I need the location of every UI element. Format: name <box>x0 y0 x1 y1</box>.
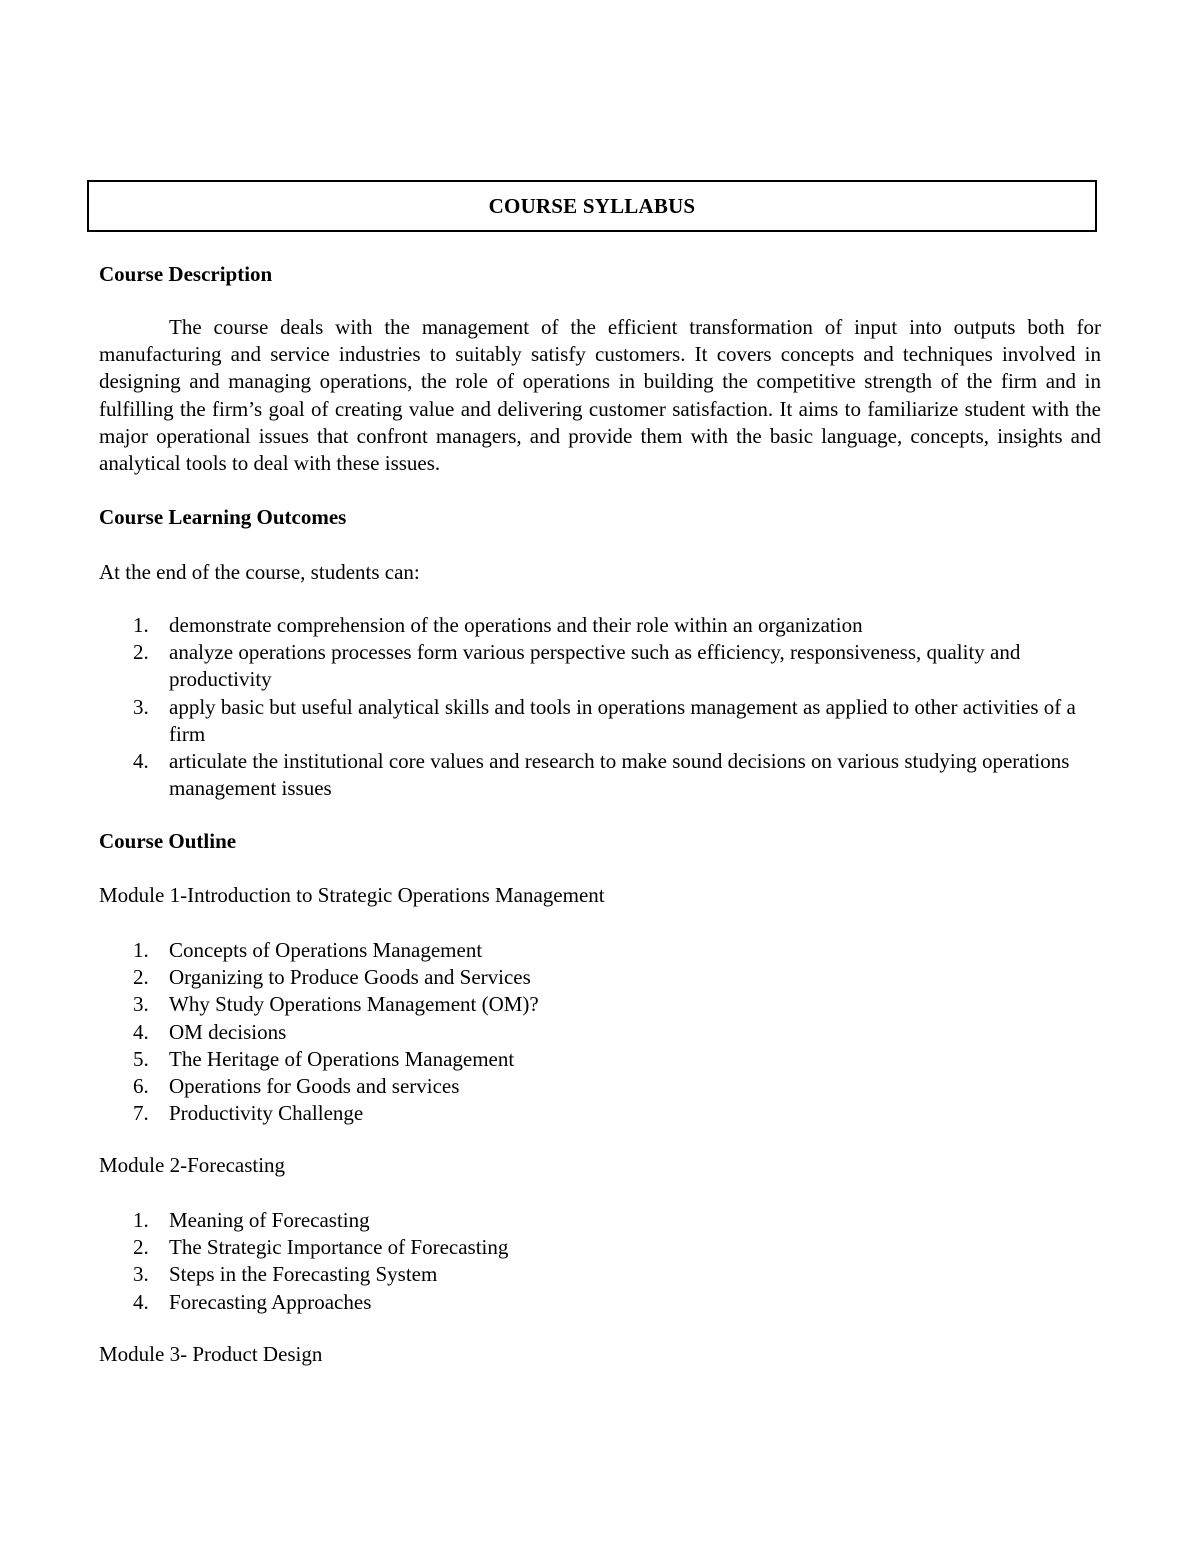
list-item-text: Steps in the Forecasting System <box>169 1262 438 1287</box>
list-item-text: The Heritage of Operations Management <box>169 1046 515 1071</box>
list-item <box>99 1100 1099 1127</box>
list-number: 6. <box>133 1074 149 1099</box>
list-number: 4. <box>133 749 149 774</box>
list-item-text: Operations for Goods and services <box>169 1074 460 1099</box>
course-description-heading: Course Description <box>99 262 273 286</box>
list-item <box>99 612 1099 639</box>
module-3-title: Module 3- Product Design <box>99 1342 323 1366</box>
list-item-text: Organizing to Produce Goods and Services <box>169 965 531 990</box>
list-item <box>99 1073 1099 1100</box>
course-description-paragraph: The course deals with the management of the efficient transformation of input into outputs both for manufacturing and service industries to suitably satisfy customers. It covers concepts and techniques involved in designing and managing operations, the role of operations in building the competitive strength of the firm and in fulfilling the firm’s goal of creating value and delivering customer satisfaction. It aims to familiarize student with the major operational issues that confront managers, and provide them with the basic language, concepts, insights and analytical tools to deal with these issues. <box>99 315 1101 476</box>
list-number: 2. <box>133 640 149 665</box>
list-item <box>99 1046 1099 1073</box>
page-title: COURSE SYLLABUS <box>488 193 696 218</box>
list-item <box>99 937 1099 964</box>
list-number: 5. <box>133 1046 149 1071</box>
list-number: 3. <box>133 992 149 1017</box>
list-item <box>99 991 1099 1018</box>
list-item-text: analyze operations processes form various perspective such as efficiency, responsiveness, quality and productivity <box>169 640 1021 692</box>
module-1-title: Module 1-Introduction to Strategic Operations Management <box>99 883 605 907</box>
module-2-title: Module 2-Forecasting <box>99 1153 286 1177</box>
list-item <box>99 1207 1099 1234</box>
list-item-text: Productivity Challenge <box>169 1101 364 1126</box>
list-item <box>99 694 1099 748</box>
list-number: 4. <box>133 1289 149 1314</box>
list-item <box>99 1234 1099 1261</box>
list-item-text: demonstrate comprehension of the operations and their role within an organization <box>169 613 863 637</box>
list-number: 3. <box>133 1262 149 1287</box>
list-number: 1. <box>133 1208 149 1232</box>
list-item-text: Forecasting Approaches <box>169 1289 372 1314</box>
list-item <box>99 1019 1099 1046</box>
list-item-text: OM decisions <box>169 1019 287 1044</box>
list-number: 1. <box>133 938 149 962</box>
list-item-text: apply basic but useful analytical skills and tools in operations management as applied to other activities of a firm <box>169 694 1076 746</box>
list-item-text: articulate the institutional core values and research to make sound decisions on various studying operations management issues <box>169 749 1070 801</box>
learning-outcomes-heading: Course Learning Outcomes <box>99 505 347 529</box>
list-item-text: The Strategic Importance of Forecasting <box>169 1235 509 1260</box>
list-number: 4. <box>133 1019 149 1044</box>
list-number: 7. <box>133 1101 149 1126</box>
module-2-topics-list <box>99 1207 1099 1316</box>
list-number: 2. <box>133 1235 149 1260</box>
list-item <box>99 639 1099 693</box>
syllabus-title-box <box>87 180 1097 232</box>
list-item-text: Concepts of Operations Management <box>169 938 483 962</box>
list-number: 2. <box>133 965 149 990</box>
list-item-text: Meaning of Forecasting <box>169 1208 370 1232</box>
list-item-text: Why Study Operations Management (OM)? <box>169 992 539 1017</box>
list-item <box>99 964 1099 991</box>
list-item <box>99 1289 1099 1316</box>
list-number: 1. <box>133 613 149 637</box>
learning-outcomes-list <box>99 612 1099 802</box>
list-number: 3. <box>133 694 149 719</box>
module-1-topics-list <box>99 937 1099 1127</box>
list-item <box>99 748 1099 802</box>
learning-outcomes-intro: At the end of the course, students can: <box>99 560 420 584</box>
course-outline-heading: Course Outline <box>99 829 237 853</box>
list-item <box>99 1261 1099 1288</box>
